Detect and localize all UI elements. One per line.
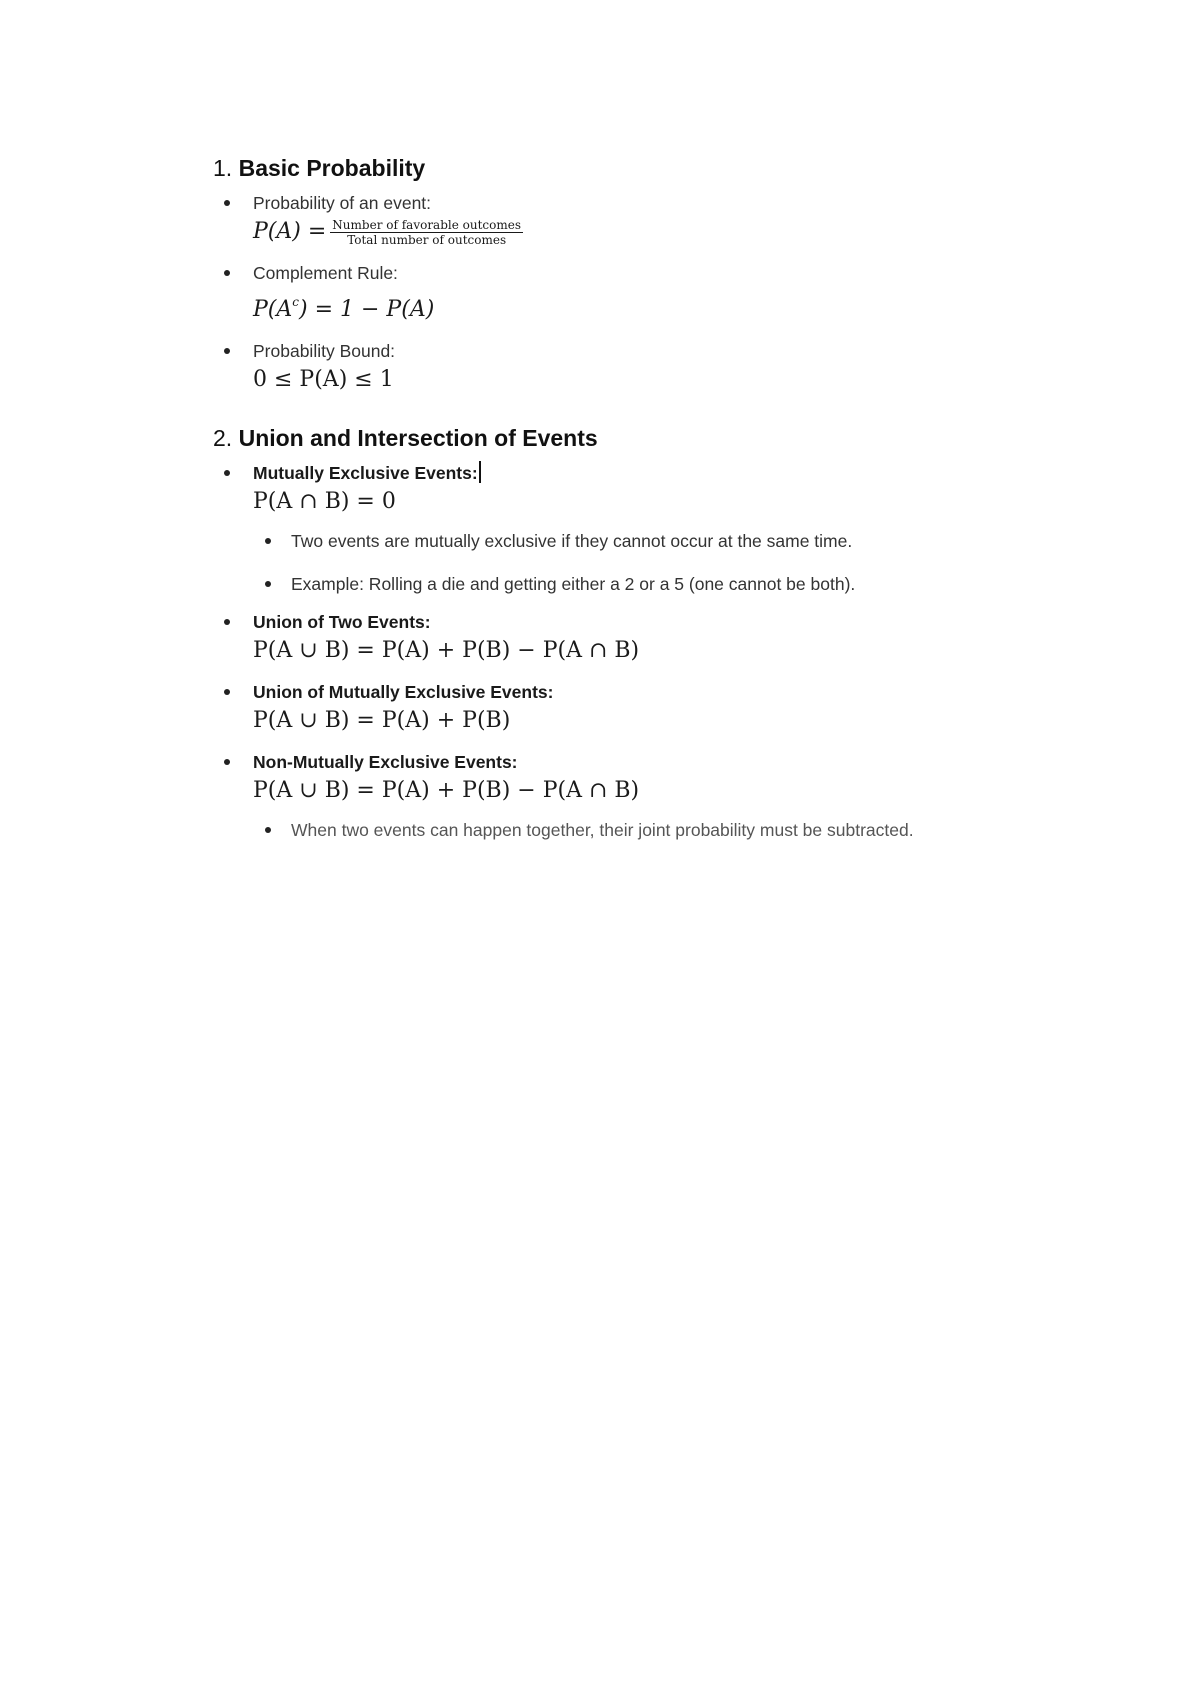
bullet-icon <box>224 470 230 476</box>
formula-superscript: c <box>292 295 300 309</box>
formula: 0 ≤ P(A) ≤ 1 <box>253 367 394 392</box>
item-label: Probability Bound: <box>253 341 396 361</box>
sub-bullet-list <box>253 528 1113 597</box>
sub-bullet-list <box>253 817 1113 843</box>
section-title: Union and Intersection of Events <box>238 425 598 451</box>
list-item <box>213 260 1113 326</box>
formula: P(A ∪ B) = P(A) + P(B) − P(A ∩ B) <box>253 778 640 803</box>
bullet-icon <box>265 538 271 544</box>
section-heading <box>213 418 1113 458</box>
item-label: Complement Rule: <box>253 263 398 283</box>
list-item <box>213 190 1113 248</box>
document-page <box>213 148 1113 843</box>
list-item <box>213 749 1113 843</box>
section-number: 1. <box>213 155 233 181</box>
formula-part: P(A <box>253 297 293 322</box>
list-item <box>213 460 1113 597</box>
sub-list-item <box>253 571 1113 597</box>
bullet-icon <box>224 759 230 765</box>
item-label: Non-Mutually Exclusive Events: <box>253 752 518 772</box>
fraction-numerator: Number of favorable outcomes <box>332 217 522 232</box>
fraction <box>330 218 523 247</box>
formula <box>253 286 1113 326</box>
bullet-icon <box>224 348 230 354</box>
formula-part: ) = 1 − P(A) <box>299 297 435 322</box>
bullet-icon <box>224 200 230 206</box>
section-number: 2. <box>213 425 233 451</box>
list-item <box>213 679 1113 737</box>
section-basic-probability <box>213 148 1113 396</box>
fraction-denominator: Total number of outcomes <box>347 232 507 247</box>
item-label: Union of Two Events: <box>253 612 431 632</box>
bullet-list <box>213 190 1113 396</box>
section-union-intersection <box>213 418 1113 843</box>
sub-item-text: Two events are mutually exclusive if they cannot occur at the same time. <box>291 531 853 551</box>
formula: P(A ∪ B) = P(A) + P(B) <box>253 708 511 733</box>
item-label: Union of Mutually Exclusive Events: <box>253 682 554 702</box>
section-title: Basic Probability <box>238 155 426 181</box>
formula-lhs: P(A) = <box>253 219 327 244</box>
sub-item-text: When two events can happen together, their joint probability must be subtracted. <box>291 820 914 840</box>
item-label: Probability of an event: <box>253 193 432 213</box>
bullet-icon <box>224 619 230 625</box>
item-label-text: Mutually Exclusive Events: <box>253 463 478 483</box>
formula <box>253 216 1113 248</box>
bullet-list <box>213 460 1113 843</box>
sub-item-text: Example: Rolling a die and getting either a 2 or a 5 (one cannot be both). <box>291 574 856 594</box>
formula: P(A ∩ B) = 0 <box>253 489 396 514</box>
bullet-icon <box>265 581 271 587</box>
sub-list-item <box>253 817 1113 843</box>
bullet-icon <box>224 270 230 276</box>
formula: P(A ∪ B) = P(A) + P(B) − P(A ∩ B) <box>253 638 640 663</box>
section-heading <box>213 148 1113 188</box>
list-item <box>213 609 1113 667</box>
item-label <box>253 460 1113 486</box>
sub-list-item <box>253 528 1113 554</box>
bullet-icon <box>224 689 230 695</box>
bullet-icon <box>265 827 271 833</box>
list-item <box>213 338 1113 396</box>
text-cursor <box>479 461 481 483</box>
